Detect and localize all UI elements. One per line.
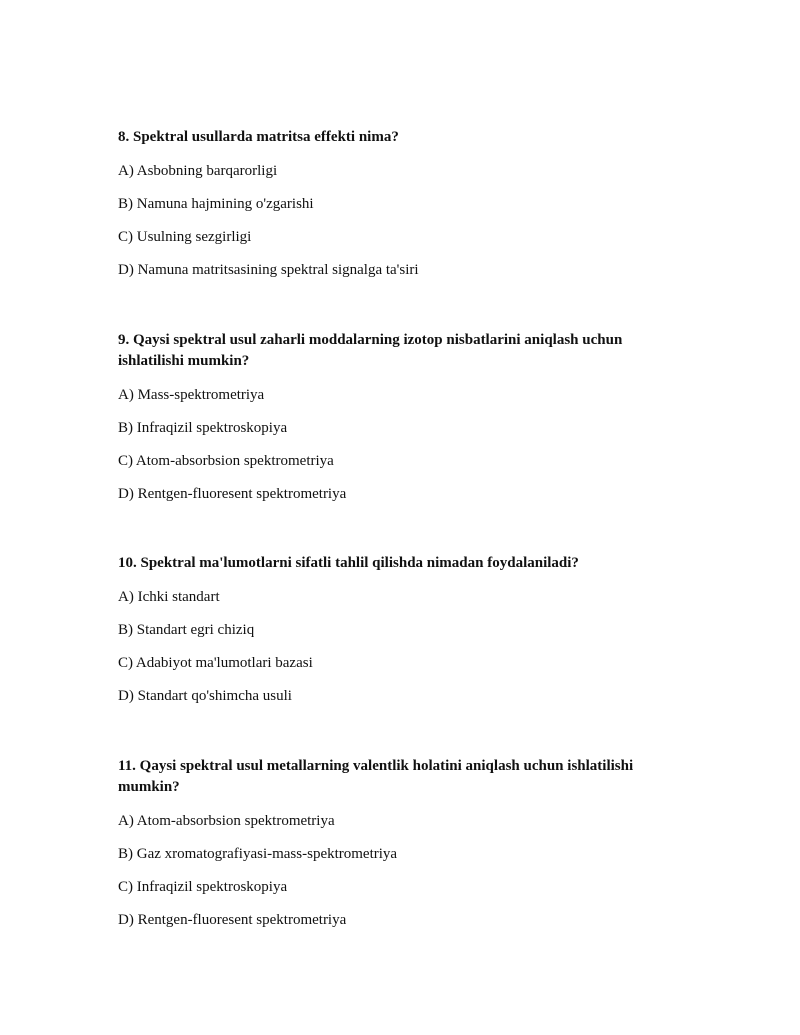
question-10-title: 10. Spektral ma'lumotlarni sifatli tahlil qilishda nimadan foydalaniladi?	[118, 555, 579, 571]
question-10-option-a: A) Ichki standart	[118, 589, 220, 605]
question-10-option-d: D) Standart qo'shimcha usuli	[118, 688, 292, 704]
question-8-option-a: A) Asbobning barqarorligi	[118, 163, 278, 179]
question-11-option-b: B) Gaz xromatografiyasi-mass-spektrometriya	[118, 846, 398, 862]
question-9-option-b: B) Infraqizil spektroskopiya	[118, 420, 288, 436]
question-11-option-d: D) Rentgen-fluoresent spektrometriya	[118, 912, 347, 928]
question-8-option-b: B) Namuna hajmining o'zgarishi	[118, 196, 314, 212]
question-8-option-d: D) Namuna matritsasining spektral signalga ta'siri	[118, 262, 419, 278]
question-8-option-c: C) Usulning sezgirligi	[118, 229, 252, 245]
question-10-option-b: B) Standart egri chiziq	[118, 622, 255, 638]
question-9	[118, 330, 678, 502]
question-9-option-a: A) Mass-spektrometriya	[118, 387, 265, 403]
question-8	[118, 127, 678, 278]
question-11	[118, 756, 678, 928]
question-9-title: 9. Qaysi spektral usul zaharli moddalarning izotop nisbatlarini aniqlash uchun ishlatilishi mumkin?	[118, 332, 623, 369]
question-11-option-c: C) Infraqizil spektroskopiya	[118, 879, 288, 895]
question-9-option-d: D) Rentgen-fluoresent spektrometriya	[118, 486, 347, 502]
question-10-option-c: C) Adabiyot ma'lumotlari bazasi	[118, 655, 313, 671]
question-8-title: 8. Spektral usullarda matritsa effekti nima?	[118, 129, 399, 145]
question-9-option-c: C) Atom-absorbsion spektrometriya	[118, 453, 334, 469]
question-11-title: 11. Qaysi spektral usul metallarning valentlik holatini aniqlash uchun ishlatilishi mumkin?	[118, 758, 634, 795]
question-10	[118, 553, 678, 704]
question-11-option-a: A) Atom-absorbsion spektrometriya	[118, 813, 335, 829]
